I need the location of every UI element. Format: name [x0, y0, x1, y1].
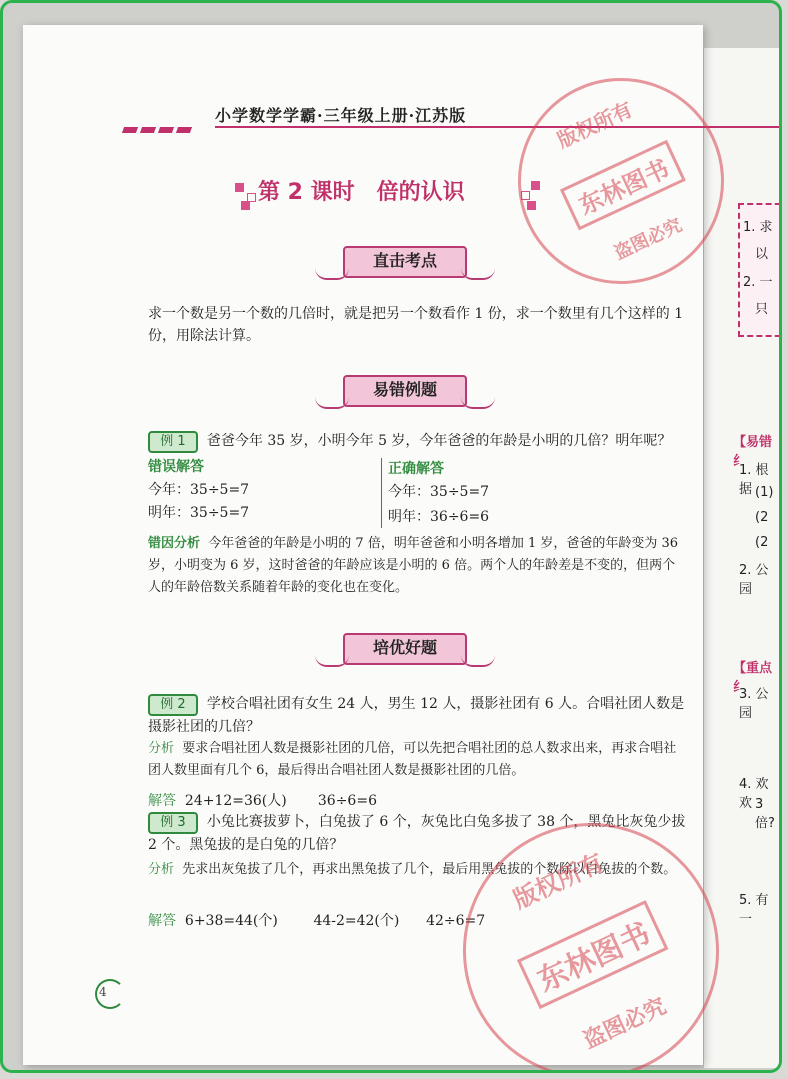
- right-page-text: 4. 欢欢: [739, 777, 769, 811]
- right-page-text: 1. 根据: [739, 463, 769, 497]
- header-decoration: [123, 118, 213, 126]
- wrong-answer-line: 明年：35÷5=7: [148, 505, 250, 521]
- error-analysis: 错因分析 今年爸爸的年龄是小明的 7 倍，明年爸爸和小明各增加 1 岁，爸爸的年龄变为 36 岁，小明变为 6 岁，这时爸爸的年龄应该是小明的 6 倍。两个人的年龄差是不变的，但两个人的年龄倍数关系随着年龄的变化也在变化。: [148, 536, 679, 595]
- example-badge: 例 1: [148, 431, 198, 453]
- right-page-text: 以: [755, 247, 769, 262]
- right-page-section: 【重点纟: [733, 661, 773, 695]
- example-1: 例 1 爸爸今年 35 岁，小明今年 5 岁，今年爸爸的年龄是小明的几倍？明年呢？: [148, 430, 688, 453]
- right-answer-line: 今年：35÷5=7: [388, 484, 490, 500]
- right-page-text: 1. 求: [743, 220, 773, 235]
- lesson-decoration-icon: [241, 201, 250, 210]
- right-page-text: (2: [755, 510, 769, 525]
- right-page-text: (2: [755, 535, 769, 550]
- right-page-text: 只: [755, 302, 769, 317]
- lesson-decoration-icon: [235, 183, 244, 192]
- right-page-text: 5. 有一: [739, 893, 769, 927]
- section-banner: 直击考点: [343, 246, 467, 278]
- example-2-solution: 解答 24+12=36(人) 36÷6=6: [148, 793, 377, 809]
- right-page-text: 3 倍?: [755, 797, 775, 831]
- right-page-text: 3. 公园: [739, 687, 769, 721]
- example-2-analysis: 分析 要求合唱社团人数是摄影社团的几倍，可以先把合唱社团的总人数求出来，再求合唱社团人数里面有几个 6，最后得出合唱社团人数是摄影社团的几倍。: [148, 741, 677, 778]
- key-point-text: 求一个数是另一个数的几倍时，就是把另一个数看作 1 份，求一个数里有几个这样的 1 份，用除法计算。: [148, 306, 684, 344]
- example-3-solution: 解答 6+38=44(个) 44-2=42(个) 42÷6=7: [148, 913, 486, 929]
- right-page-text: 2. 公园: [739, 563, 769, 597]
- book-title: 小学数学学霸·三年级上册·江苏版: [215, 106, 467, 125]
- example-badge: 例 2: [148, 694, 198, 716]
- right-page-text: 2. 一: [743, 275, 773, 290]
- right-page-text: (1): [755, 485, 774, 500]
- watermark-stamp: 版权所有 东林图书 盗图必究: [421, 781, 761, 1073]
- wrong-answer-line: 今年：35÷5=7: [148, 482, 250, 498]
- section-banner: 培优好题: [343, 633, 467, 665]
- right-answer-line: 明年：36÷6=6: [388, 509, 490, 525]
- answer-divider: [381, 458, 382, 528]
- example-3: 例 3 小兔比赛拔萝卜，白兔拔了 6 个，灰兔比白兔多拔了 38 个，黑兔比灰兔少拔 2 个。黑兔拔的是白兔的几倍？: [148, 814, 686, 853]
- section-banner: 易错例题: [343, 375, 467, 407]
- right-page-section: 【易错纟: [733, 435, 773, 469]
- page-number: 4: [99, 985, 107, 999]
- watermark-stamp: 版权所有 东林图书 盗图必究: [484, 44, 758, 318]
- example-2: 例 2 学校合唱社团有女生 24 人，男生 12 人，摄影社团有 6 人。合唱社团人数是摄影社团的几倍？: [148, 696, 685, 735]
- example-3-analysis: 分析 先求出灰兔拔了几个，再求出黑兔拔了几个，最后用黑兔拔的个数除以白兔拔的个数。: [148, 862, 677, 877]
- example-badge: 例 3: [148, 812, 198, 834]
- lesson-title: 第 2 课时 倍的认识: [258, 180, 465, 205]
- wrong-answer-title: 错误解答: [148, 459, 204, 475]
- right-answer-title: 正确解答: [388, 461, 444, 477]
